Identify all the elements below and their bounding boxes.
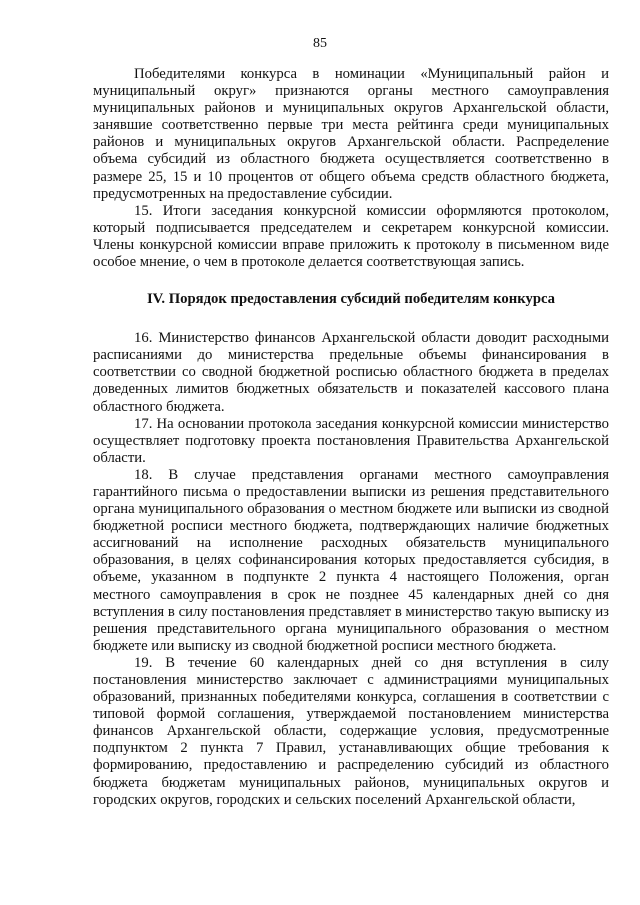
paragraph-17-decree-draft: 17. На основании протокола заседания конкурсной комиссии министерство осуществляет подготовку проекта постановления Правительства Архангельской области. (93, 415, 609, 466)
document-body (93, 66, 609, 809)
paragraph-16-ministry-finance: 16. Министерство финансов Архангельской области доводит расходными расписаниями до министерства предельные объемы финансирования в соответствии со сводной бюджетной росписью областного бюджета в пределах доведенных лимитов бюджетных обязательств и показателей кассового плана областного бюджета. (93, 330, 609, 415)
page-number: 85 (313, 36, 327, 51)
paragraph-15-protocol: 15. Итоги заседания конкурсной комиссии оформляются протоколом, который подписывается председателем и секретарем конкурсной комиссии. Члены конкурсной комиссии вправе приложить к протоколу в письменном виде особое мнение, о чем в протоколе делается соответствующая запись. (93, 202, 609, 271)
paragraph-winners-district: Победителями конкурса в номинации «Муниципальный район и муниципальный округ» признаются органы местного самоуправления муниципальных районов и муниципальных округов Архангельской области, занявшие соответственно первые три места рейтинга среди муниципальных районов и муниципальных округов Архангельской области. Распределение объема субсидий из областного бюджета осуществляется соответственно в размере 25, 15 и 10 процентов от общего объема средств областного бюджета, предусмотренных на предоставление субсидии. (93, 66, 609, 202)
paragraph-19-agreements: 19. В течение 60 календарных дней со дня вступления в силу постановления министерство заключает с администрациями муниципальных образований, признанных победителями конкурса, соглашения в соответствии с типовой формой соглашения, утверждаемой постановлением министерства финансов Архангельской области, содержащие условия, предусмотренные подпунктом 2 пункта 7 Правил, устанавливающих общие требования к формированию, предоставлению и распределению субсидий из областного бюджета бюджетам муниципальных районов, муниципальных округов и городских округов, городских и сельских поселений Архангельской области, (93, 654, 609, 808)
paragraph-18-guarantee-letter: 18. В случае представления органами местного самоуправления гарантийного письма о предоставлении выписки из решения представительного органа муниципального образования о местном бюджете или выписки из сводной бюджетной росписи местного бюджета, подтверждающих наличие бюджетных ассигнований на исполнение расходных обязательств муниципального образования, в целях софинансирования которых предоставляется субсидия, в объеме, указанном в подпункте 2 пункта 4 настоящего Положения, орган местного самоуправления в срок не позднее 45 календарных дней со дня вступления в силу постановления представляет в министерство такую выписку из решения представительного органа муниципального образования о местном бюджете или выписку из сводной бюджетной росписи местного бюджета. (93, 466, 609, 654)
section-heading: IV. Порядок предоставления субсидий победителям конкурса (146, 291, 556, 308)
